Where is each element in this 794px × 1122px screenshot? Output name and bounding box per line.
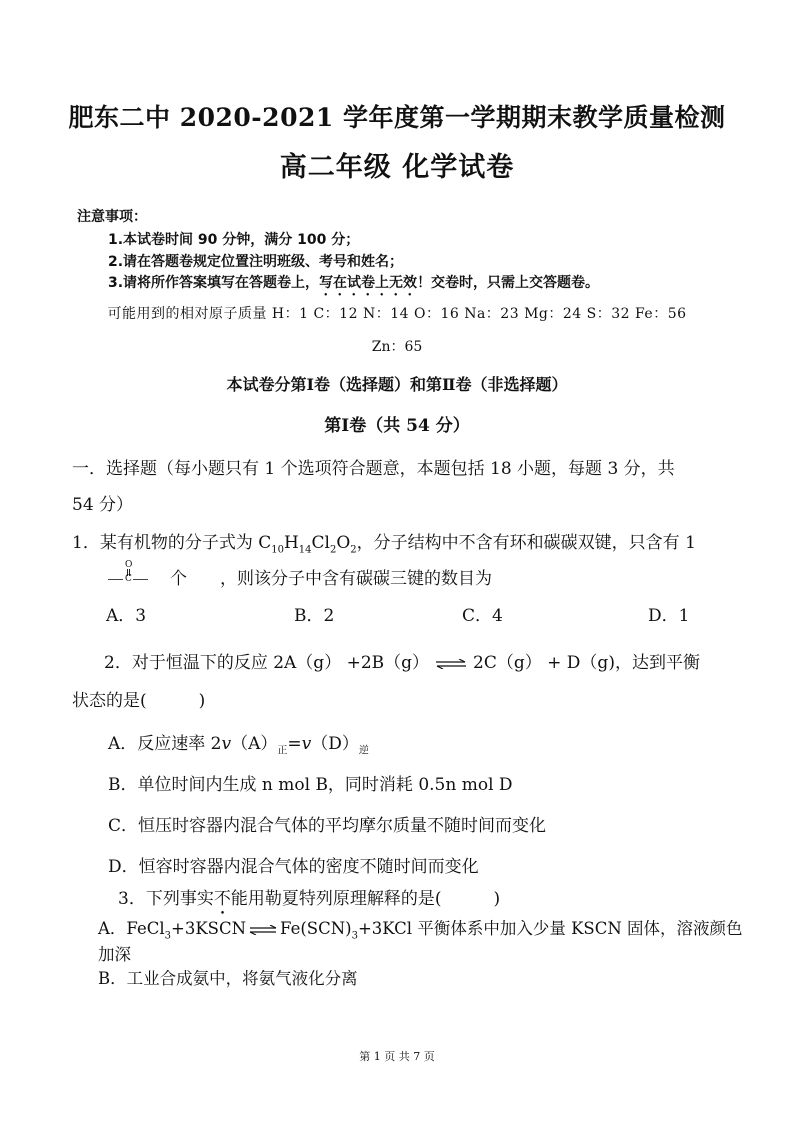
q1-option-b[interactable]: B．2	[294, 606, 335, 626]
q2-option-d[interactable]: D．恒容时容器内混合气体的密度不随时间而变化	[108, 857, 479, 877]
q3-option-a-text: +3KCl 平衡体系中加入少量 KSCN 固体，溶液颜色	[357, 919, 743, 938]
exam-subtitle: 高二年级 化学试卷	[279, 152, 515, 183]
equilibrium-arrow-icon	[249, 925, 277, 935]
q3-text-c: )	[493, 889, 501, 909]
notice-item-2: 2.请在答题卷规定位置注明班级、考号和姓名；	[108, 254, 404, 270]
q1-formula-o: O	[336, 533, 351, 553]
q2-text-c: 状态的是(	[72, 691, 147, 711]
q1-option-c[interactable]: C．4	[462, 606, 503, 626]
q1-text-d: ，则该分子中含有碳碳三键的数目为	[220, 569, 492, 589]
paper-structure: 本试卷分第Ⅰ卷（选择题）和第Ⅱ卷（非选择题）	[226, 375, 568, 394]
atomic-mass-line-1: 可能用到的相对原子质量 H：1 C：12 N：14 O：16 Na：23 Mg：24 S：32 Fe：56	[107, 306, 687, 322]
q3-option-a-line-2: 加深	[98, 945, 131, 964]
notice-item-3-emphasis: 写在试卷上无效	[319, 275, 418, 291]
q3-text-b: 能用勒夏特列原理解释的是(	[230, 889, 442, 909]
section-1-heading-line-2: 54 分）	[72, 495, 134, 515]
carbonyl-oxygen: O	[125, 560, 133, 570]
q1-formula-sub: 10	[271, 544, 284, 556]
notice-item-3-part-a: 3.请将所作答案填写在答题卷上，	[108, 275, 320, 291]
notice-item-3	[108, 272, 599, 299]
q2-text-b: 2C（g） + D（g)，达到平衡	[473, 653, 700, 673]
q2-text-a: 2．对于恒温下的反应 2A（g） +2B（g）	[104, 653, 430, 673]
q1-formula-sub: 14	[298, 544, 312, 556]
q2-forward-sub: 正	[277, 745, 288, 757]
q3-emphasis: 不	[213, 889, 231, 909]
question-2-stem-line-2	[72, 686, 205, 711]
q2-rate-symbol: v	[221, 734, 232, 754]
q1-text-a: 1．某有机物的分子式为 C	[72, 533, 272, 553]
part-1-title: 第Ⅰ卷（共 54 分）	[324, 416, 470, 436]
exam-title: 肥东二中 2020-2021 学年度第一学期期末教学质量检测	[68, 103, 726, 132]
q1-formula-h: H	[283, 533, 299, 553]
q3-option-b[interactable]: B．工业合成氨中，将氨气液化分离	[98, 969, 358, 988]
q2-rate-symbol: v	[301, 734, 312, 754]
question-1-stem-line-1	[72, 528, 696, 555]
q2-option-c[interactable]: C．恒压时容器内混合气体的平均摩尔质量不随时间而变化	[108, 816, 547, 836]
q3-text-a: 3．下列事实	[118, 889, 214, 909]
q2-option-a-text: （A）	[231, 734, 278, 754]
q1-formula-sub: 2	[329, 544, 337, 556]
carbonyl-group-icon	[108, 560, 152, 590]
carbonyl-carbon: C	[125, 574, 132, 584]
notice-item-1: 1.本试卷时间 90 分钟，满分 100 分；	[108, 232, 360, 248]
q3-option-a-text: Fe(SCN)	[280, 919, 352, 938]
q2-option-a-text: （D）	[311, 734, 359, 754]
q2-option-a[interactable]	[108, 729, 369, 756]
q3-option-a-text: A．FeCl	[98, 919, 165, 938]
notice-heading: 注意事项：	[77, 209, 147, 225]
equilibrium-arrow-icon	[435, 659, 467, 669]
q1-option-a[interactable]: A．3	[106, 606, 147, 626]
page-footer: 第 1 页 共 7 页	[359, 1050, 435, 1063]
section-1-heading-line-1: 一．选择题（每小题只有 1 个选项符合题意，本题包括 18 小题，每题 3 分，共	[72, 459, 675, 479]
q1-text-c: 个	[170, 569, 187, 589]
question-2-stem-line-1	[104, 648, 700, 673]
notice-item-3-part-b: ！交卷时，只需上交答题卷。	[417, 275, 600, 291]
q3-sub: 3	[351, 930, 358, 942]
atomic-mass-line-2: Zn：65	[371, 339, 423, 355]
q2-text-d: )	[198, 691, 206, 711]
q2-option-a-text: =	[287, 734, 302, 754]
question-1-stem-line-2	[104, 562, 704, 590]
q1-formula-sub: 2	[350, 544, 357, 556]
q1-text-b: ，分子结构中不含有环和碳碳双键，只含有 1	[356, 533, 696, 553]
q1-option-d[interactable]: D．1	[648, 606, 690, 626]
q1-formula-cl: Cl	[311, 533, 330, 553]
q3-option-a-text: +3KSCN	[171, 919, 247, 938]
q2-option-b[interactable]: B．单位时间内生成 n mol B，同时消耗 0.5n mol D	[108, 775, 513, 795]
question-3-stem	[118, 884, 500, 919]
q3-sub: 3	[164, 930, 172, 942]
q2-reverse-sub: 逆	[358, 745, 369, 757]
q3-option-a-line-1[interactable]	[98, 915, 743, 941]
q2-option-a-text: A．反应速率 2	[108, 734, 222, 754]
